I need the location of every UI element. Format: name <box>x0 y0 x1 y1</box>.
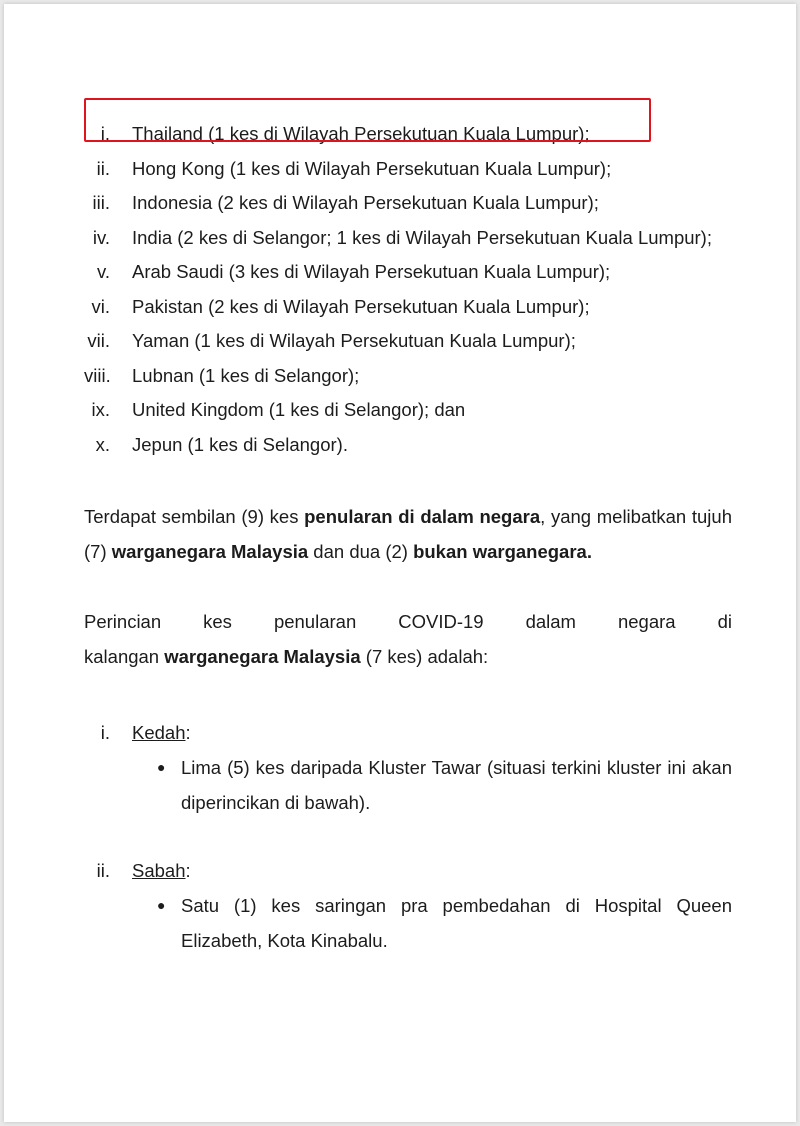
list-item <box>84 117 732 152</box>
paragraph-text: Terdapat sembilan (9) kes <box>84 506 305 527</box>
list-item <box>84 324 732 359</box>
list-number: x. <box>95 433 110 455</box>
list-number: iii. <box>92 192 110 213</box>
list-text: Lubnan (1 kes di Selangor); <box>132 364 360 386</box>
list-number: vii. <box>87 330 110 351</box>
paragraph-bold-text: warganegara Malaysia <box>164 646 361 667</box>
bullet-text: Lima (5) kes daripada Kluster Tawar (situasi terkini kluster ini akan diperincikan di bawah). <box>181 757 732 813</box>
paragraph-word: negara <box>617 611 676 632</box>
bullet-item <box>157 750 732 820</box>
paragraph-text: kalangan <box>84 646 165 667</box>
paragraph-word: di <box>717 611 732 632</box>
list-number: v. <box>96 261 110 282</box>
paragraph-text: dan dua (2) <box>308 541 414 562</box>
list-item <box>84 152 732 187</box>
paragraph-word: penularan <box>273 611 357 632</box>
list-item <box>84 359 732 394</box>
paragraph-word: kes <box>203 611 232 632</box>
list-text: Thailand (1 kes di Wilayah Persekutuan Kuala Lumpur); <box>132 123 590 144</box>
document-page <box>4 4 796 1122</box>
region-number: i. <box>100 722 110 743</box>
paragraph-word: dalam <box>525 611 576 632</box>
bullet-icon: ● <box>157 897 166 913</box>
list-number: ii. <box>96 157 110 179</box>
bullet-text: Satu (1) kes saringan pra pembedahan di Hospital Queen Elizabeth, Kota Kinabalu. <box>181 895 732 951</box>
list-text: Pakistan (2 kes di Wilayah Persekutuan Kuala Lumpur); <box>132 295 590 317</box>
list-text: Arab Saudi (3 kes di Wilayah Persekutuan Kuala Lumpur); <box>132 261 611 282</box>
document-content <box>84 117 732 958</box>
list-text: Jepun (1 kes di Selangor). <box>132 433 348 455</box>
list-item <box>84 221 732 256</box>
list-number: vi. <box>91 295 110 317</box>
list-number: viii. <box>84 364 111 386</box>
region-colon: : <box>185 860 191 881</box>
region-item-sabah <box>84 854 732 888</box>
region-item-kedah <box>84 716 732 750</box>
list-text: United Kingdom (1 kes di Selangor); dan <box>132 399 466 420</box>
list-number: ix. <box>91 399 110 420</box>
paragraph-local-transmission <box>84 499 732 569</box>
list-item <box>84 186 732 221</box>
list-item <box>84 428 732 463</box>
region-colon: : <box>185 722 191 743</box>
list-item <box>84 255 732 290</box>
paragraph-bold-text: bukan warganegara. <box>413 541 592 562</box>
paragraph-line <box>84 604 732 639</box>
list-text: Indonesia (2 kes di Wilayah Persekutuan Kuala Lumpur); <box>132 192 599 213</box>
list-number: iv. <box>92 226 110 248</box>
country-list <box>84 117 732 462</box>
list-text: Hong Kong (1 kes di Wilayah Persekutuan Kuala Lumpur); <box>132 157 612 179</box>
paragraph-details <box>84 604 732 674</box>
paragraph-word: Perincian <box>84 611 162 632</box>
region-number: ii. <box>96 860 110 881</box>
region-name: Sabah <box>132 860 186 881</box>
paragraph-bold-text: penularan di dalam negara <box>304 506 541 527</box>
list-item <box>84 290 732 325</box>
list-text: Yaman (1 kes di Wilayah Persekutuan Kuala Lumpur); <box>132 330 576 351</box>
bullet-item <box>157 888 732 958</box>
paragraph-text: , yang melibatkan tujuh (7) <box>84 506 732 562</box>
paragraph-line <box>84 639 732 674</box>
paragraph-text: (7 kes) adalah: <box>360 646 489 667</box>
paragraph-word: COVID-19 <box>398 611 484 632</box>
list-text: India (2 kes di Selangor; 1 kes di Wilayah Persekutuan Kuala Lumpur); <box>132 226 712 248</box>
region-name: Kedah <box>132 722 186 743</box>
list-item <box>84 393 732 428</box>
paragraph-bold-text: warganegara Malaysia <box>111 541 309 562</box>
list-number: i. <box>100 123 110 144</box>
bullet-icon: ● <box>157 759 166 775</box>
